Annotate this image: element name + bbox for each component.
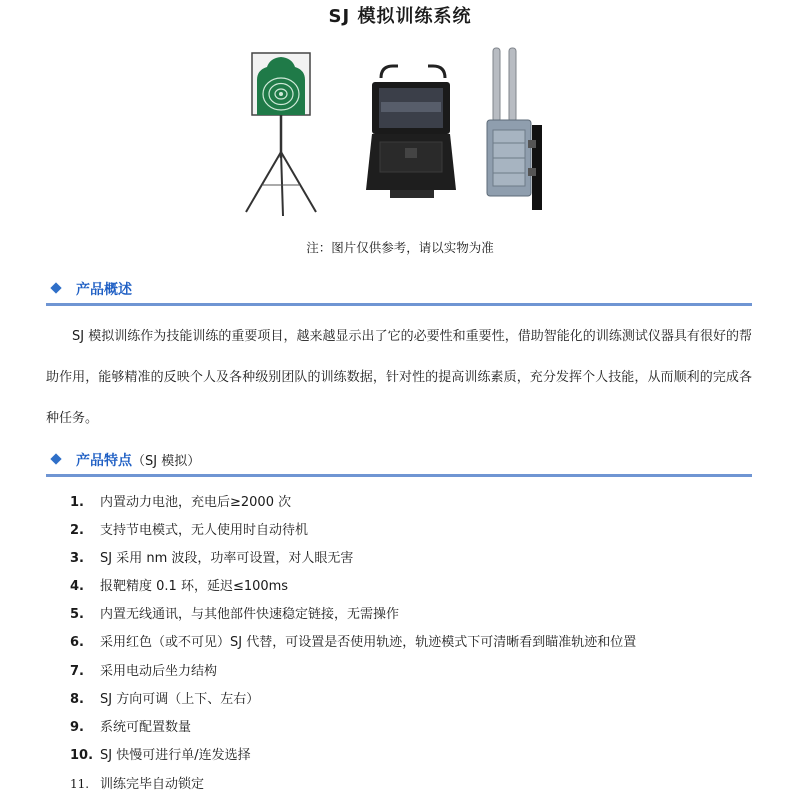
section-heading-features xyxy=(46,448,752,477)
overview-paragraph: SJ 模拟训练作为技能训练的重要项目，越来越显示出了它的必要性和重要性，借助智能化的训练测试仪器具有很好的帮助作用，能够精准的反映个人及各种级别团队的训练数据，针对性的提高训练素质，充分发挥个人技能，从而顺利的完成各种任务。 xyxy=(46,329,752,426)
section-title-overview: 产品概述 xyxy=(76,282,132,298)
transmitter-box-image xyxy=(487,48,542,210)
list-item xyxy=(70,517,730,545)
item-number: 3. xyxy=(70,551,84,567)
item-text: 采用电动后坐力结构 xyxy=(100,663,218,679)
list-item xyxy=(70,770,730,798)
item-text: 内置动力电池，充电后≥2000 次 xyxy=(100,495,292,510)
page-title: SJ 模拟训练系统 xyxy=(328,6,472,27)
section-heading-overview xyxy=(46,277,752,306)
target-tripod-image xyxy=(246,53,316,216)
controller-case-image xyxy=(366,66,456,198)
section-title-features xyxy=(76,450,200,470)
list-item xyxy=(70,658,730,686)
features-heading-suffix: （SJ 模拟） xyxy=(132,454,201,469)
item-text: 报靶精度 0.1 环，延迟≤100ms xyxy=(100,579,289,595)
item-number: 7. xyxy=(70,663,84,679)
diamond-bullet-icon xyxy=(50,282,61,293)
item-number: 11. xyxy=(70,776,90,791)
item-text: SJ 快慢可进行单/连发选择 xyxy=(100,747,251,763)
item-text: SJ 采用 nm 波段，功率可设置，对人眼无害 xyxy=(100,551,354,567)
item-text: 采用红色（或不可见）SJ 代替，可设置是否使用轨迹，轨迹模式下可清晰看到瞄准轨迹和位置 xyxy=(100,635,637,651)
item-number: 5. xyxy=(70,607,84,623)
item-text: 系统可配置数量 xyxy=(100,719,192,735)
item-number: 4. xyxy=(70,579,84,595)
item-number: 9. xyxy=(70,719,84,735)
item-number: 1. xyxy=(70,495,84,510)
list-item xyxy=(70,489,730,517)
list-item xyxy=(70,714,730,742)
item-text: 内置无线通讯，与其他部件快速稳定链接，无需操作 xyxy=(100,607,400,623)
list-item xyxy=(70,686,730,714)
item-number: 6. xyxy=(70,635,84,651)
list-item xyxy=(70,573,730,601)
item-text: 训练完毕自动锁定 xyxy=(100,776,205,792)
list-item xyxy=(70,545,730,573)
image-caption: 注：图片仅供参考，请以实物为准 xyxy=(306,240,494,255)
feature-list xyxy=(70,489,730,798)
item-number: 10. xyxy=(70,747,94,763)
list-item xyxy=(70,629,730,657)
item-number: 8. xyxy=(70,691,84,707)
features-heading-text: 产品特点 xyxy=(76,453,132,469)
item-text: 支持节电模式，无人使用时自动待机 xyxy=(100,523,309,539)
item-number: 2. xyxy=(70,523,84,539)
list-item xyxy=(70,601,730,629)
list-item xyxy=(70,742,730,770)
diamond-bullet-icon xyxy=(50,453,61,464)
item-text: SJ 方向可调（上下、左右） xyxy=(100,691,260,707)
product-photos xyxy=(0,40,800,230)
